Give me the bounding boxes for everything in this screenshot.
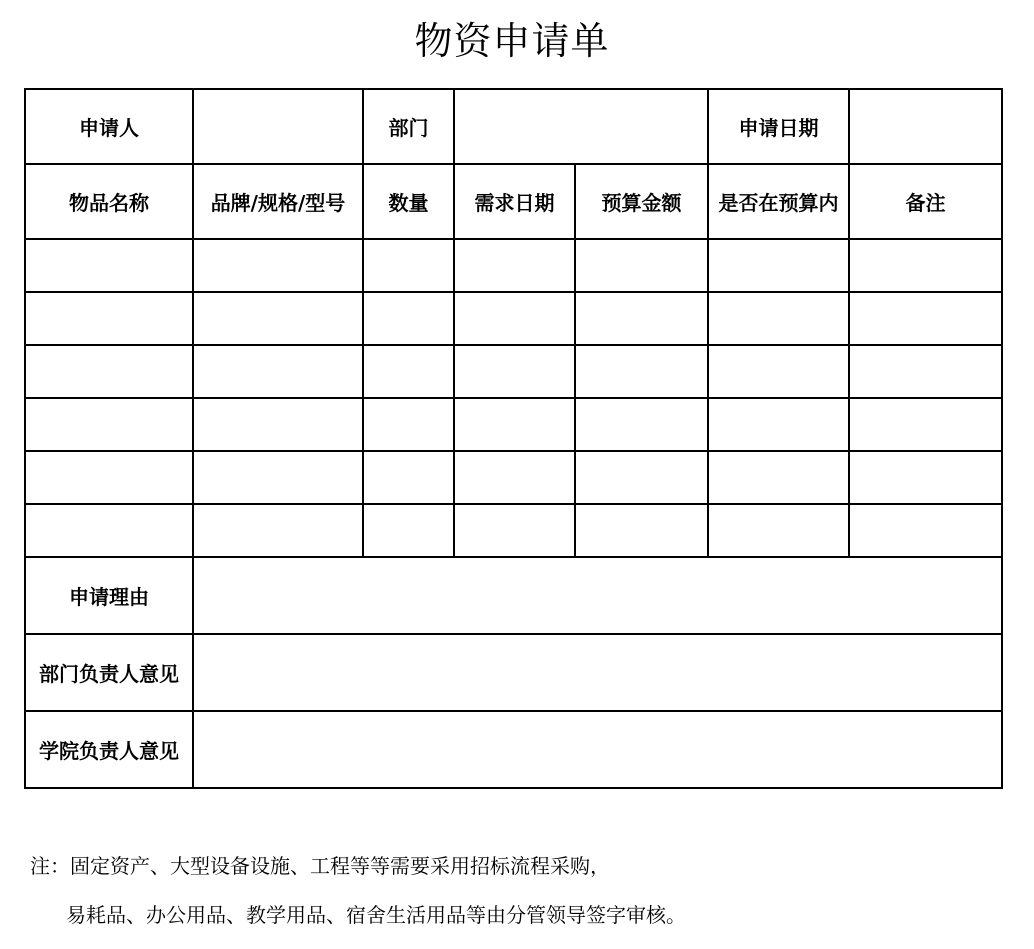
dept-head-opinion-label: 部门负责人意见 — [25, 634, 193, 711]
item-cell[interactable] — [25, 345, 193, 398]
college-head-opinion-field[interactable] — [193, 711, 1002, 788]
column-header-brand-spec-model: 品牌/规格/型号 — [193, 164, 363, 239]
item-cell[interactable] — [849, 345, 1002, 398]
item-cell[interactable] — [193, 239, 363, 292]
application-date-label: 申请日期 — [708, 89, 849, 164]
item-cell[interactable] — [363, 398, 454, 451]
item-cell[interactable] — [363, 292, 454, 345]
table-row — [25, 345, 1002, 398]
reason-field[interactable] — [193, 557, 1002, 634]
item-cell[interactable] — [575, 239, 708, 292]
item-cell[interactable] — [193, 504, 363, 557]
item-cell[interactable] — [708, 504, 849, 557]
table-row — [25, 239, 1002, 292]
item-cell[interactable] — [849, 504, 1002, 557]
item-cell[interactable] — [575, 504, 708, 557]
item-cell[interactable] — [25, 398, 193, 451]
table-row — [25, 504, 1002, 557]
item-cell[interactable] — [849, 398, 1002, 451]
column-header-required-date: 需求日期 — [454, 164, 575, 239]
reason-label: 申请理由 — [25, 557, 193, 634]
item-cell[interactable] — [454, 504, 575, 557]
dept-head-opinion-row — [25, 634, 1002, 711]
item-cell[interactable] — [363, 504, 454, 557]
application-date-field[interactable] — [849, 89, 1002, 164]
item-cell[interactable] — [708, 451, 849, 504]
item-cell[interactable] — [575, 398, 708, 451]
item-cell[interactable] — [25, 292, 193, 345]
item-cell[interactable] — [575, 292, 708, 345]
item-cell[interactable] — [193, 451, 363, 504]
item-cell[interactable] — [575, 345, 708, 398]
item-cell[interactable] — [363, 345, 454, 398]
item-cell[interactable] — [454, 451, 575, 504]
item-cell[interactable] — [363, 239, 454, 292]
college-head-opinion-label: 学院负责人意见 — [25, 711, 193, 788]
item-cell[interactable] — [575, 451, 708, 504]
item-cell[interactable] — [454, 239, 575, 292]
item-cell[interactable] — [193, 345, 363, 398]
reason-row — [25, 557, 1002, 634]
dept-head-opinion-field[interactable] — [193, 634, 1002, 711]
college-head-opinion-row — [25, 711, 1002, 788]
item-cell[interactable] — [193, 292, 363, 345]
item-cell[interactable] — [454, 292, 575, 345]
table-row — [25, 398, 1002, 451]
page-title: 物资申请单 — [414, 19, 610, 63]
table-row — [25, 292, 1002, 345]
item-cell[interactable] — [708, 398, 849, 451]
item-cell[interactable] — [849, 239, 1002, 292]
column-header-in-budget: 是否在预算内 — [708, 164, 849, 239]
item-cell[interactable] — [708, 345, 849, 398]
column-header-remarks: 备注 — [849, 164, 1002, 239]
department-label: 部门 — [363, 89, 454, 164]
department-field[interactable] — [454, 89, 708, 164]
item-cell[interactable] — [363, 451, 454, 504]
table-row — [25, 451, 1002, 504]
column-header-item-name: 物品名称 — [25, 164, 193, 239]
item-cell[interactable] — [708, 292, 849, 345]
item-cell[interactable] — [454, 345, 575, 398]
item-cell[interactable] — [849, 292, 1002, 345]
column-header-quantity: 数量 — [363, 164, 454, 239]
applicant-label: 申请人 — [25, 89, 193, 164]
applicant-field[interactable] — [193, 89, 363, 164]
header-row — [25, 89, 1002, 164]
note-line-2: 易耗品、办公用品、教学用品、宿舍生活用品等由分管领导签字审核。 — [66, 903, 686, 927]
column-header-budget-amount: 预算金额 — [575, 164, 708, 239]
item-cell[interactable] — [193, 398, 363, 451]
item-cell[interactable] — [708, 239, 849, 292]
note-line-1: 注：固定资产、大型设备设施、工程等等需要采用招标流程采购， — [30, 854, 610, 878]
request-form-table — [24, 88, 1003, 789]
item-cell[interactable] — [25, 239, 193, 292]
column-header-row — [25, 164, 1002, 239]
item-cell[interactable] — [849, 451, 1002, 504]
item-cell[interactable] — [25, 504, 193, 557]
item-cell[interactable] — [25, 451, 193, 504]
item-cell[interactable] — [454, 398, 575, 451]
